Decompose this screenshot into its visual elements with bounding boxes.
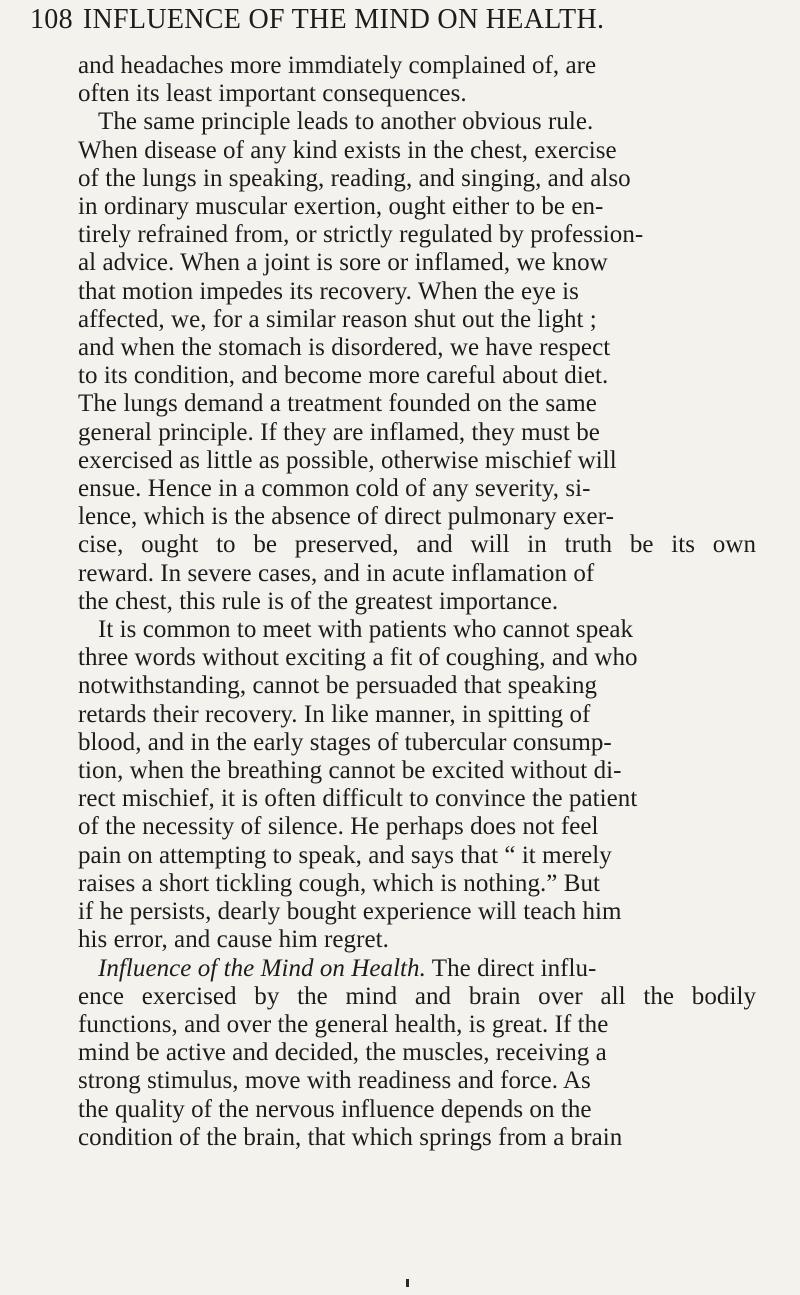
text-line: in ordinary muscular exertion, ought either to be en-: [78, 193, 604, 221]
text-line: When disease of any kind exists in the chest, exercise: [78, 136, 617, 164]
text-line: of the lungs in speaking, reading, and singing, and also: [78, 164, 631, 192]
text-line: the chest, this rule is of the greatest importance.: [78, 587, 559, 615]
section-heading-line: [78, 955, 756, 983]
text-line: notwithstanding, cannot be persuaded that speaking: [78, 672, 598, 700]
text-line: the quality of the nervous influence depends on the: [78, 1095, 592, 1123]
text-line: ence exercised by the mind and brain over all the bodily: [78, 982, 756, 1010]
text-line: al advice. When a joint is sore or inflamed, we know: [78, 249, 608, 277]
text-line: pain on attempting to speak, and says that “ it merely: [78, 841, 612, 869]
text-line: often its least important consequences.: [78, 80, 467, 108]
text-line: general principle. If they are inflamed, they must be: [78, 418, 600, 446]
text-line: blood, and in the early stages of tubercular consump-: [78, 728, 612, 756]
text-line: and headaches more immdiately complained of, are: [78, 52, 597, 79]
text-line: functions, and over the general health, is great. If the: [78, 1010, 609, 1038]
running-header: [30, 2, 756, 38]
text-line: strong stimulus, move with readiness and force. As: [78, 1067, 591, 1095]
text-line: exercised as little as possible, otherwise mischief will: [78, 446, 617, 474]
text-line: tirely refrained from, or strictly regulated by profession-: [78, 221, 644, 249]
text-line: if he persists, dearly bought experience will teach him: [78, 898, 622, 926]
text-run: The direct influ-: [431, 954, 597, 982]
body-text: [78, 52, 756, 1152]
text-line: retards their recovery. In like manner, in spitting of: [78, 700, 591, 728]
printer-mark: [406, 1279, 409, 1287]
text-line: tion, when the breathing cannot be excited without di-: [78, 757, 622, 785]
text-line: lence, which is the absence of direct pulmonary exer-: [78, 503, 614, 531]
text-line: rect mischief, it is often difficult to convince the patient: [78, 785, 638, 813]
text-line: reward. In severe cases, and in acute inflamation of: [78, 559, 595, 587]
text-line: his error, and cause him regret.: [78, 926, 389, 954]
text-line: mind be active and decided, the muscles, receiving a: [78, 1039, 607, 1067]
text-line: The lungs demand a treatment founded on the same: [78, 390, 597, 418]
text-line: to its condition, and become more careful about diet.: [78, 362, 609, 390]
text-line: and when the stomach is disordered, we have respect: [78, 334, 611, 362]
text-line: raises a short tickling cough, which is nothing.” But: [78, 869, 601, 897]
text-line: affected, we, for a similar reason shut out the light ;: [78, 305, 597, 333]
text-line: of the necessity of silence. He perhaps does not feel: [78, 813, 599, 841]
text-line: The same principle leads to another obvious rule.: [98, 108, 594, 136]
section-heading: Influence of the Mind on Health.: [98, 954, 426, 982]
running-title: INFLUENCE OF THE MIND ON HEALTH.: [82, 4, 605, 35]
text-line: cise, ought to be preserved, and will in truth be its own: [78, 531, 756, 559]
text-line: condition of the brain, that which springs from a brain: [78, 1123, 623, 1151]
page-number: 108: [30, 4, 73, 35]
text-line: ensue. Hence in a common cold of any severity, si-: [78, 475, 591, 503]
text-line: It is common to meet with patients who cannot speak: [98, 616, 634, 644]
text-line: that motion impedes its recovery. When the eye is: [78, 277, 579, 305]
text-line: three words without exciting a fit of coughing, and who: [78, 644, 638, 672]
